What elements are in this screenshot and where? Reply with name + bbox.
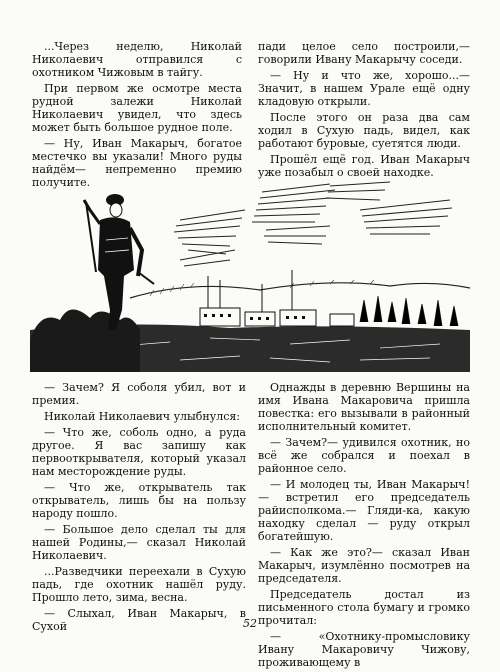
column-top-right <box>258 40 470 182</box>
paragraph: — Ну, Иван Макарыч, богатое местечко вы указали! Много руды найдём— непременно премию получите. <box>32 137 242 189</box>
paragraph: Прошёл ещё год. Иван Макарыч уже позабыл о своей находке. <box>258 153 470 179</box>
paragraph: При первом же осмотре места рудной залежи Николай Николаевич увидел, что здесь может быть большое рудное поле. <box>32 82 242 134</box>
paragraph: — Что же, соболь одно, а руда другое. Я вас запишу как первооткрывателя, который указал нам месторождение руды. <box>32 426 246 478</box>
page-number: 52 <box>243 617 257 630</box>
paragraph: — Слыхал, Иван Макарыч, в Сухой <box>32 607 246 633</box>
paragraph: ...Через неделю, Николай Николаевич отправился с охотником Чижовым в тайгу. <box>32 40 242 79</box>
paragraph: — Зачем? Я соболя убил, вот и премия. <box>32 381 246 407</box>
paragraph: — И молодец ты, Иван Макарыч!— встретил его председатель райисполкома.— Гляди-ка, какую находку сделал — руду открыл богатейшую. <box>258 478 470 543</box>
paragraph: После этого он раза два сам ходил в Сухую падь, видел, как работают буровые, суетятся люди. <box>258 111 470 150</box>
paragraph: Николай Николаевич улыбнулся: <box>44 410 241 423</box>
paragraph: — Ну и что же, хорошо...— Значит, в нашем Урале ещё одну кладовую открыли. <box>258 69 470 108</box>
paragraph: Председатель достал из письменного стола бумагу и громко прочитал: <box>258 588 470 627</box>
paragraph: — Что же, открыватель так открыватель, лишь бы на пользу народу пошло. <box>32 481 246 520</box>
paragraph: — Большое дело сделал ты для нашей Родины,— сказал Николай Николаевич. <box>32 523 246 562</box>
paragraph: пади целое село построили,— говорили Ивану Макарычу соседи. <box>258 40 470 66</box>
paragraph: — Как же это?— сказал Иван Макарыч, изумлённо посмотрев на председателя. <box>258 546 470 585</box>
forest <box>360 296 458 326</box>
paragraph: — «Охотнику-промысловику Ивану Макаровичу Чижову, проживающему в <box>258 630 470 669</box>
paragraph: Однажды в деревню Вершины на имя Ивана Макаровича пришла повестка: его вызывали в районный исполнительный комитет. <box>258 381 470 433</box>
column-top-left <box>32 40 242 192</box>
distant-hills <box>130 283 470 298</box>
paragraph: ...Разведчики переехали в Сухую падь, где охотник нашёл руду. Прошло лето, зима, весна. <box>32 565 246 604</box>
hunter-figure <box>84 194 154 330</box>
bushes <box>30 309 140 372</box>
column-bottom-left <box>32 381 246 636</box>
hunter-landscape-illustration <box>30 180 470 372</box>
paragraph: — Зачем?— удивился охотник, но всё же собрался и поехал в районное село. <box>258 436 470 475</box>
factory <box>200 270 354 326</box>
smoke-clouds <box>174 182 452 266</box>
